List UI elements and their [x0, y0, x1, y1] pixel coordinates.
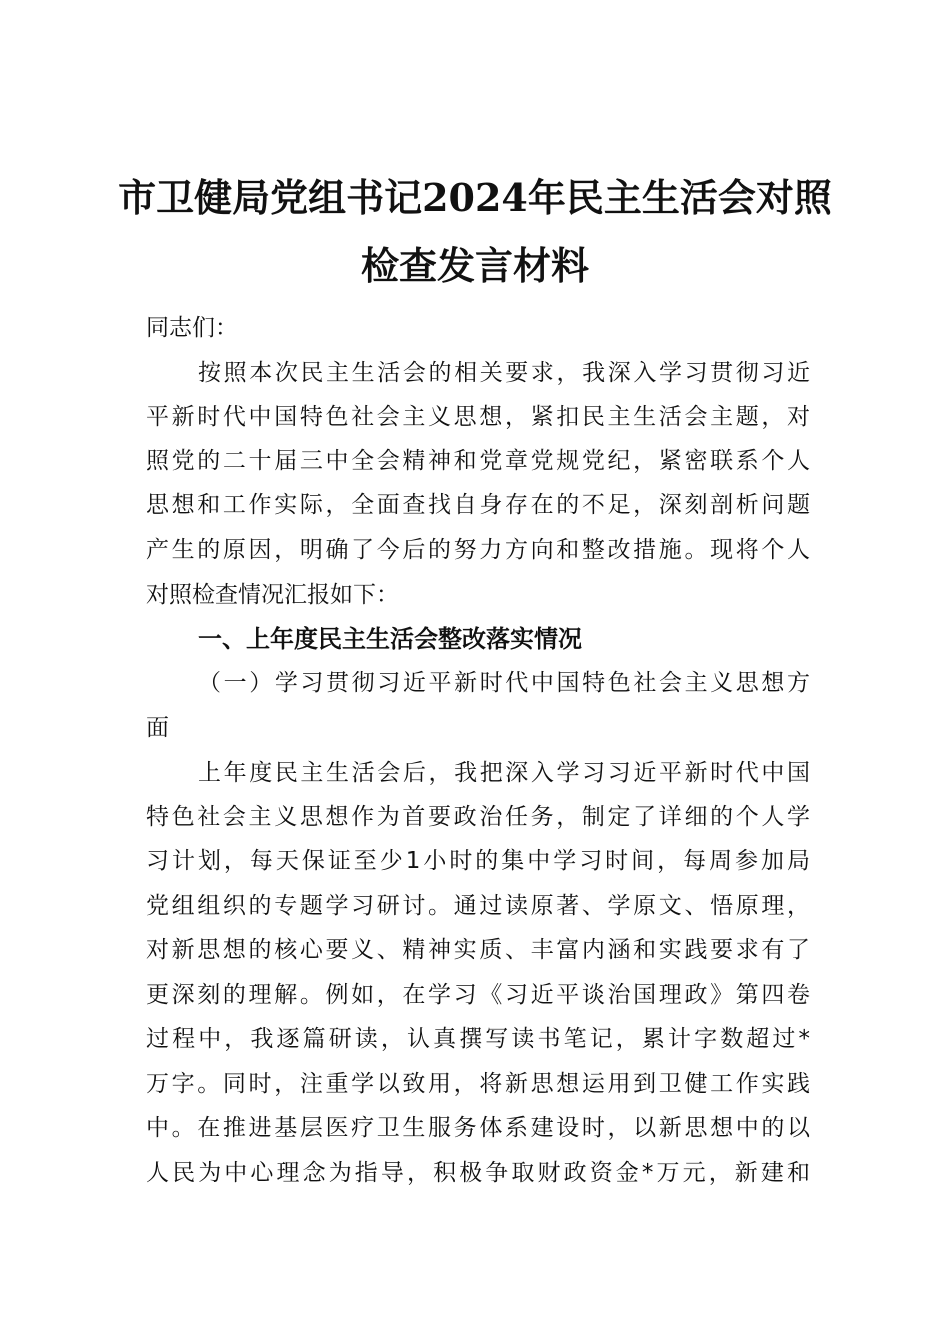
- paragraph-1-line-5: 产生的原因，明确了今后的努力方向和整改措施。现将个人: [146, 537, 810, 563]
- paragraph-2-line-6: 更深刻的理解。例如，在学习《习近平谈治国理政》第四卷: [146, 982, 810, 1008]
- paragraph-2-line-8: 万字。同时，注重学以致用，将新思想运用到卫健工作实践: [146, 1071, 810, 1097]
- paragraph-1-line-4: 思想和工作实际，全面查找自身存在的不足，深刻剖析问题: [146, 492, 810, 518]
- paragraph-1-line-1: 按照本次民主生活会的相关要求，我深入学习贯彻习近: [198, 360, 810, 386]
- subsection-heading-1-line-1: （一）学习贯彻习近平新时代中国特色社会主义思想方: [198, 670, 810, 696]
- document-title-line-1: 市卫健局党组书记2024年民主生活会对照: [118, 175, 832, 220]
- paragraph-2-line-3: 习计划，每天保证至少1小时的集中学习时间，每周参加局: [146, 848, 810, 874]
- salutation: 同志们：: [146, 315, 238, 341]
- paragraph-1-line-2: 平新时代中国特色社会主义思想，紧扣民主生活会主题，对: [146, 404, 810, 430]
- paragraph-2-line-1: 上年度民主生活会后，我把深入学习习近平新时代中国: [198, 760, 810, 786]
- paragraph-2-line-9: 中。在推进基层医疗卫生服务体系建设时，以新思想中的以: [146, 1115, 810, 1141]
- paragraph-1-line-3: 照党的二十届三中全会精神和党章党规党纪，紧密联系个人: [146, 448, 810, 474]
- paragraph-2-line-5: 对新思想的核心要义、精神实质、丰富内涵和实践要求有了: [146, 937, 810, 963]
- paragraph-1-line-6: 对照检查情况汇报如下：: [146, 582, 399, 608]
- paragraph-2-line-10: 人民为中心理念为指导，积极争取财政资金*万元，新建和: [146, 1160, 810, 1186]
- document-title-line-2: 检查发言材料: [360, 243, 589, 288]
- section-heading-1: 一、上年度民主生活会整改落实情况: [198, 625, 582, 653]
- paragraph-2-line-2: 特色社会主义思想作为首要政治任务，制定了详细的个人学: [146, 804, 810, 830]
- paragraph-2-line-7: 过程中，我逐篇研读，认真撰写读书笔记，累计字数超过*: [146, 1026, 810, 1052]
- paragraph-2-line-4: 党组组织的专题学习研讨。通过读原著、学原文、悟原理，: [146, 893, 810, 919]
- subsection-heading-1-line-2: 面: [146, 715, 169, 741]
